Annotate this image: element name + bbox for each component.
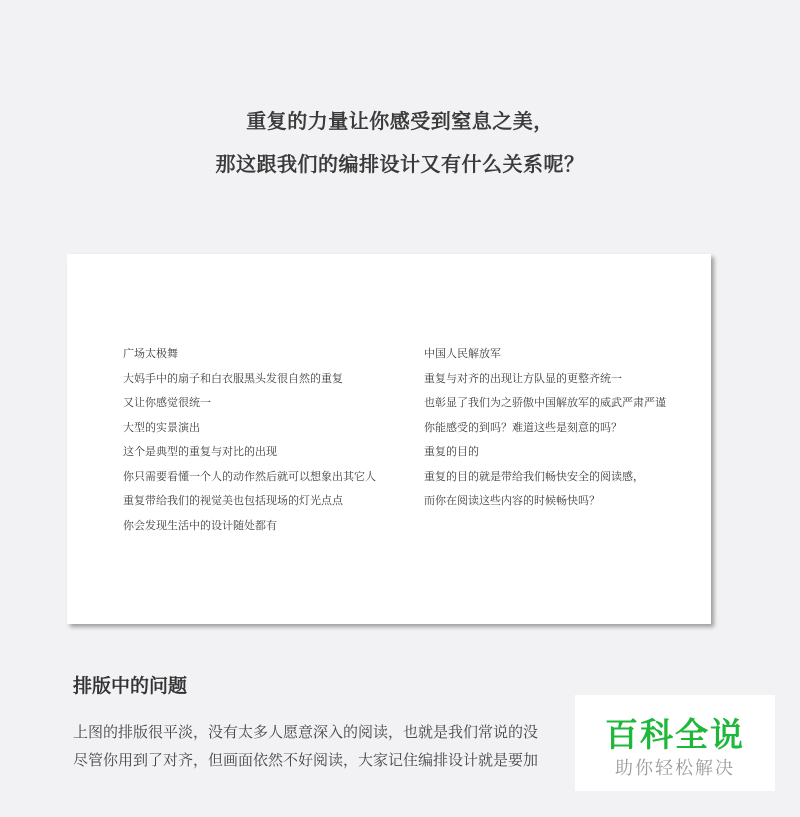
right-line: 也彰显了我们为之骄傲中国解放军的威武严肃严谨 (424, 396, 666, 409)
body-line-1: 上图的排版很平淡，没有太多人愿意深入的阅读，也就是我们常说的没 (73, 723, 539, 741)
right-line: 重复的目的就是带给我们畅快安全的阅读感， (424, 469, 644, 483)
section-heading: 排版中的问题 (73, 675, 188, 697)
hero-title-line-1: 重复的力量让你感受到窒息之美， (246, 109, 554, 133)
left-line: 广场太极舞 (123, 347, 178, 360)
right-line: 重复与对齐的出现让方队显的更整齐统一 (424, 371, 622, 385)
left-line: 大型的实景演出 (123, 420, 200, 434)
left-line: 大妈手中的扇子和白衣服黑头发很自然的重复 (123, 371, 343, 385)
right-line: 中国人民解放军 (424, 347, 501, 360)
left-line: 又让你感觉很统一 (123, 396, 211, 409)
watermark-logo (575, 695, 775, 791)
hero-title (0, 100, 800, 186)
left-line: 你会发现生活中的设计随处都有 (123, 518, 277, 532)
right-line: 你能感受的到吗？难道这些是刻意的吗？ (424, 420, 622, 434)
left-text-column (123, 342, 376, 538)
left-line: 这个是典型的重复与对比的出现 (123, 445, 277, 458)
watermark-title: 百科全说 (605, 715, 745, 754)
right-line: 而你在阅读这些内容的时候畅快吗？ (424, 494, 600, 507)
hero-title-line-2: 那这跟我们的编排设计又有什么关系呢？ (215, 152, 585, 176)
body-line-2: 尽管你用到了对齐，但画面依然不好阅读，大家记住编排设计就是要加 (73, 751, 539, 769)
left-line: 你只需要看懂一个人的动作然后就可以想象出其它人 (123, 469, 376, 483)
watermark-subtitle: 助你轻松解决 (615, 758, 735, 779)
left-line: 重复带给我们的视觉美也包括现场的灯光点点 (123, 494, 343, 507)
right-line: 重复的目的 (424, 445, 479, 458)
right-text-column (424, 342, 666, 514)
example-card (67, 254, 711, 624)
